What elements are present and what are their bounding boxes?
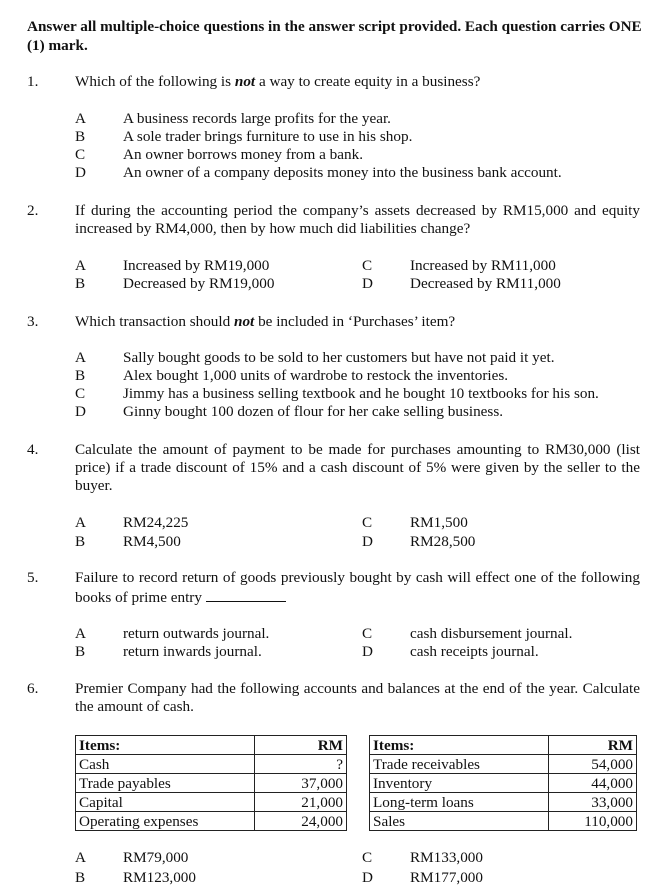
option-letter: C <box>75 146 86 163</box>
option-letter: A <box>75 625 86 642</box>
option-letter: A <box>75 349 86 366</box>
answer-blank <box>206 587 286 602</box>
account-name: Capital <box>76 793 255 812</box>
option-letter: D <box>362 869 373 886</box>
question-text: Failure to record return of goods previously bought by cash will effect one of the following books of prime entry <box>75 569 640 606</box>
option-text: An owner of a company deposits money into the business bank account. <box>123 164 562 181</box>
instructions: Answer all multiple-choice questions in the answer script provided. Each question carries ONE (1) mark. <box>27 18 642 54</box>
option-letter: D <box>362 275 373 292</box>
option-letter: C <box>75 385 86 402</box>
table-row <box>76 755 347 774</box>
question-number: 3. <box>27 313 39 330</box>
account-amount: 110,000 <box>549 812 637 831</box>
table-row <box>76 793 347 812</box>
account-name: Sales <box>370 812 549 831</box>
question-number: 6. <box>27 680 39 697</box>
account-amount: 33,000 <box>549 793 637 812</box>
table-header-items: Items: <box>370 736 549 755</box>
option-letter: B <box>75 275 86 292</box>
option-letter: B <box>75 643 86 660</box>
account-name: Trade payables <box>76 774 255 793</box>
option-text: Increased by RM11,000 <box>410 257 556 274</box>
option-text: RM133,000 <box>410 849 483 866</box>
account-amount: 24,000 <box>255 812 347 831</box>
account-amount: 54,000 <box>549 755 637 774</box>
question-text: Which of the following is not a way to create equity in a business? <box>75 73 481 90</box>
table-header-rm: RM <box>549 736 637 755</box>
table-header-rm: RM <box>255 736 347 755</box>
account-name: Operating expenses <box>76 812 255 831</box>
question-number: 4. <box>27 441 39 458</box>
option-text: Sally bought goods to be sold to her customers but have not paid it yet. <box>123 349 555 366</box>
option-text: RM177,000 <box>410 869 483 886</box>
option-text: Increased by RM19,000 <box>123 257 270 274</box>
option-letter: D <box>362 533 373 550</box>
question-number: 1. <box>27 73 39 90</box>
account-amount: 44,000 <box>549 774 637 793</box>
option-letter: D <box>362 643 373 660</box>
option-letter: D <box>75 403 86 420</box>
account-name: Cash <box>76 755 255 774</box>
question-text: If during the accounting period the company’s assets decreased by RM15,000 and equity increased by RM4,000, then by how much did liabilities change? <box>75 202 640 237</box>
option-letter: C <box>362 849 373 866</box>
table-row <box>370 774 637 793</box>
option-text: RM123,000 <box>123 869 196 886</box>
account-name: Trade receivables <box>370 755 549 774</box>
accounts-table-left <box>75 735 347 831</box>
account-name: Long-term loans <box>370 793 549 812</box>
option-text: A sole trader brings furniture to use in his shop. <box>123 128 413 145</box>
table-row <box>370 812 637 831</box>
option-letter: B <box>75 533 86 550</box>
option-letter: B <box>75 869 86 886</box>
option-text: Alex bought 1,000 units of wardrobe to restock the inventories. <box>123 367 509 384</box>
option-letter: A <box>75 257 86 274</box>
table-row <box>76 812 347 831</box>
option-text: Ginny bought 100 dozen of flour for her cake selling business. <box>123 403 504 420</box>
question-text: Calculate the amount of payment to be made for purchases amounting to RM30,000 (list price) if a trade discount of 15% and a cash discount of 5% were given by the seller to the buyer. <box>75 441 640 494</box>
option-letter: C <box>362 257 373 274</box>
option-letter: D <box>75 164 86 181</box>
option-text: RM24,225 <box>123 514 189 531</box>
option-letter: C <box>362 514 373 531</box>
option-text: cash disbursement journal. <box>410 625 573 642</box>
option-text: A business records large profits for the year. <box>123 110 391 127</box>
question-text: Which transaction should not be included in ‘Purchases’ item? <box>75 313 456 330</box>
option-letter: A <box>75 514 86 531</box>
table-row <box>370 755 637 774</box>
option-text: RM1,500 <box>410 514 468 531</box>
table-row <box>76 774 347 793</box>
account-amount: 37,000 <box>255 774 347 793</box>
option-letter: C <box>362 625 373 642</box>
option-text: RM4,500 <box>123 533 181 550</box>
table-header-items: Items: <box>76 736 255 755</box>
option-letter: B <box>75 128 86 145</box>
account-amount: ? <box>255 755 347 774</box>
option-text: Decreased by RM11,000 <box>410 275 561 292</box>
option-letter: A <box>75 849 86 866</box>
account-name: Inventory <box>370 774 549 793</box>
option-text: return outwards journal. <box>123 625 270 642</box>
option-text: RM79,000 <box>123 849 189 866</box>
account-amount: 21,000 <box>255 793 347 812</box>
question-number: 2. <box>27 202 39 219</box>
option-letter: B <box>75 367 86 384</box>
accounts-table-right <box>369 735 637 831</box>
option-text: Decreased by RM19,000 <box>123 275 275 292</box>
question-text: Premier Company had the following accounts and balances at the end of the year. Calculate the amount of cash. <box>75 680 640 715</box>
option-text: An owner borrows money from a bank. <box>123 146 363 163</box>
table-row <box>370 793 637 812</box>
question-number: 5. <box>27 569 39 586</box>
option-text: cash receipts journal. <box>410 643 539 660</box>
option-text: Jimmy has a business selling textbook and he bought 10 textbooks for his son. <box>123 385 599 402</box>
option-text: RM28,500 <box>410 533 476 550</box>
option-letter: A <box>75 110 86 127</box>
option-text: return inwards journal. <box>123 643 262 660</box>
